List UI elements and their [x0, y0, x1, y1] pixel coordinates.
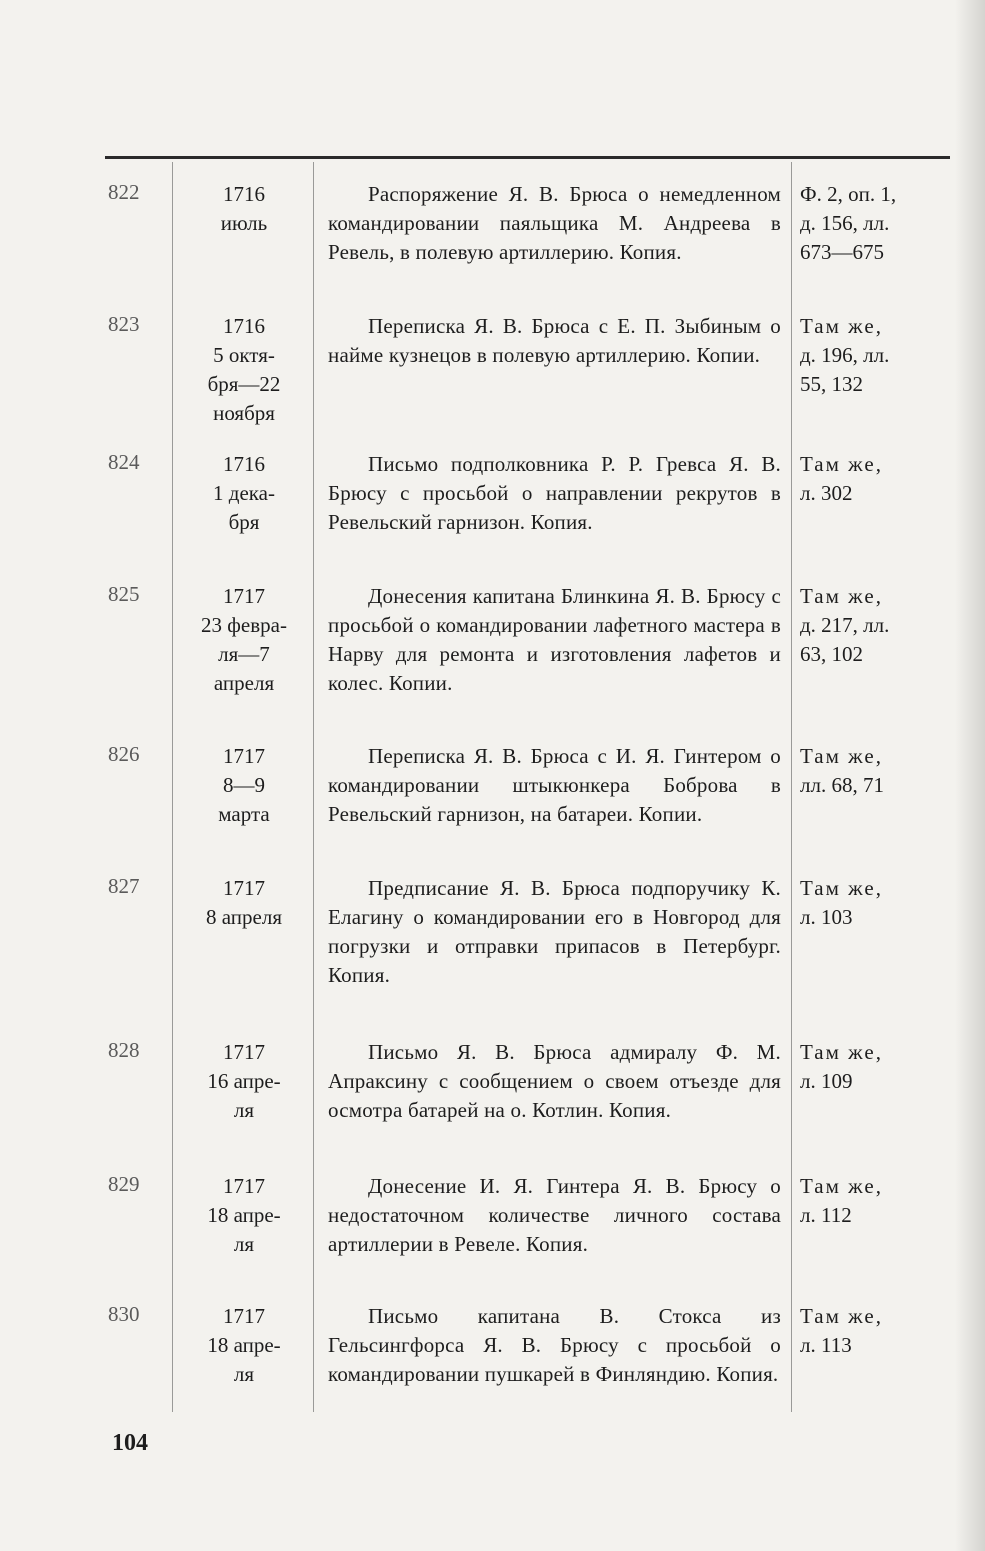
date-line: 1 дека- — [213, 481, 275, 505]
reference-line: л. 103 — [800, 905, 853, 929]
entry-number: 826 — [108, 742, 140, 766]
reference-line: лл. 68, 71 — [800, 773, 884, 797]
reference-line: 673—675 — [800, 240, 884, 264]
entry-description: Распоряжение Я. В. Брюса о немедленном командировании паяльщика М. Андреева в Ревель, в полевую артиллерию. Копия. — [328, 182, 781, 264]
entry-description: Письмо Я. В. Брюса адмиралу Ф. М. Апраксину с сообщением о своем отъезде для осмотра батарей на о. Котлин. Копия. — [328, 1040, 781, 1122]
entry-date — [180, 450, 308, 537]
date-line: 1716 — [223, 314, 265, 338]
entry-reference — [800, 874, 950, 932]
entry-description: Письмо капитана В. Стокса из Гельсингфорса Я. В. Брюсу с просьбой о командировании пушкарей в Финляндию. Копия. — [328, 1304, 781, 1386]
entry-number: 828 — [108, 1038, 140, 1062]
column-divider-number — [172, 162, 173, 1412]
entry-description: Переписка Я. В. Брюса с Е. П. Зыбиным о найме кузнецов в полевую артиллерию. Копии. — [328, 314, 781, 367]
entry-date — [180, 180, 308, 238]
reference-line: л. 109 — [800, 1069, 853, 1093]
reference-line: Там же, — [800, 314, 883, 338]
entry-date — [180, 1172, 308, 1259]
entry-reference — [800, 1038, 950, 1096]
reference-line: Там же, — [800, 744, 883, 768]
reference-line: Там же, — [800, 584, 883, 608]
date-line: марта — [218, 802, 270, 826]
date-line: 1717 — [223, 1304, 265, 1328]
date-line: 18 апре- — [207, 1203, 281, 1227]
date-line: 18 апре- — [207, 1333, 281, 1357]
date-line: ля—7 — [218, 642, 270, 666]
reference-line: л. 112 — [800, 1203, 852, 1227]
column-divider-description — [791, 162, 792, 1412]
table-top-rule — [105, 156, 950, 159]
column-divider-date — [313, 162, 314, 1412]
entry-description: Донесения капитана Блинкина Я. В. Брюсу с просьбой о командировании лафетного мастера в Нарву для ремонта и изготовления лафетов и колес. Копии. — [328, 584, 781, 695]
entry-reference — [800, 1172, 950, 1230]
reference-line: Там же, — [800, 1304, 883, 1328]
date-line: 16 апре- — [207, 1069, 281, 1093]
date-line: ля — [233, 1098, 255, 1122]
entry-reference — [800, 742, 950, 800]
reference-line: д. 156, лл. — [800, 211, 890, 235]
entry-description: Переписка Я. В. Брюса с И. Я. Гинтером о командировании штыкюнкера Боброва в Ревельский гарнизон, на батареи. Копии. — [328, 744, 781, 826]
date-line: ля — [233, 1232, 255, 1256]
entry-date — [180, 1302, 308, 1389]
entry-number: 823 — [108, 312, 140, 336]
date-line: 5 октя- — [213, 343, 275, 367]
date-line: 1717 — [223, 1040, 265, 1064]
entry-number: 824 — [108, 450, 140, 474]
reference-line: л. 302 — [800, 481, 853, 505]
entry-reference — [800, 582, 950, 669]
entry-reference — [800, 180, 950, 267]
entry-date — [180, 874, 308, 932]
reference-line: 55, 132 — [800, 372, 863, 396]
date-line: июль — [220, 211, 268, 235]
date-line: 1717 — [223, 744, 265, 768]
entry-description: Письмо подполковника Р. Р. Гревса Я. В. Брюсу с просьбой о направлении рекрутов в Ревельский гарнизон. Копия. — [328, 452, 781, 534]
reference-line: Там же, — [800, 452, 883, 476]
reference-line: л. 113 — [800, 1333, 852, 1357]
reference-line: д. 217, лл. — [800, 613, 890, 637]
date-line: 8 апреля — [206, 905, 282, 929]
date-line: ля — [233, 1362, 255, 1386]
entry-reference — [800, 450, 950, 508]
entry-description: Предписание Я. В. Брюса подпоручику К. Елагину о командировании его в Новгород для погрузки и отправки припасов в Петербург. Копия. — [328, 876, 781, 987]
date-line: апреля — [213, 671, 275, 695]
date-line: 1716 — [223, 452, 265, 476]
entry-date — [180, 742, 308, 829]
date-line: 1717 — [223, 876, 265, 900]
reference-line: 63, 102 — [800, 642, 863, 666]
entry-reference — [800, 1302, 950, 1360]
reference-line: Там же, — [800, 876, 883, 900]
page-edge-shadow — [955, 0, 985, 1551]
entry-reference — [800, 312, 950, 399]
entry-number: 825 — [108, 582, 140, 606]
entry-number: 822 — [108, 180, 140, 204]
entry-number: 829 — [108, 1172, 140, 1196]
reference-line: Ф. 2, оп. 1, — [800, 182, 897, 206]
date-line: 8—9 — [223, 773, 265, 797]
date-line: 23 февра- — [201, 613, 287, 637]
date-line: бря—22 — [207, 372, 281, 396]
reference-line: д. 196, лл. — [800, 343, 890, 367]
date-line: ноября — [213, 401, 275, 425]
date-line: 1717 — [223, 1174, 265, 1198]
entry-number: 827 — [108, 874, 140, 898]
reference-line: Там же, — [800, 1040, 883, 1064]
reference-line: Там же, — [800, 1174, 883, 1198]
entry-date — [180, 1038, 308, 1125]
entry-description: Донесение И. Я. Гинтера Я. В. Брюсу о недостаточном количестве личного состава артиллерии в Ревеле. Копия. — [328, 1174, 781, 1256]
page-number: 104 — [112, 1430, 148, 1456]
date-line: 1716 — [223, 182, 265, 206]
date-line: бря — [228, 510, 260, 534]
entry-date — [180, 582, 308, 698]
date-line: 1717 — [223, 584, 265, 608]
entry-date — [180, 312, 308, 428]
entry-number: 830 — [108, 1302, 140, 1326]
